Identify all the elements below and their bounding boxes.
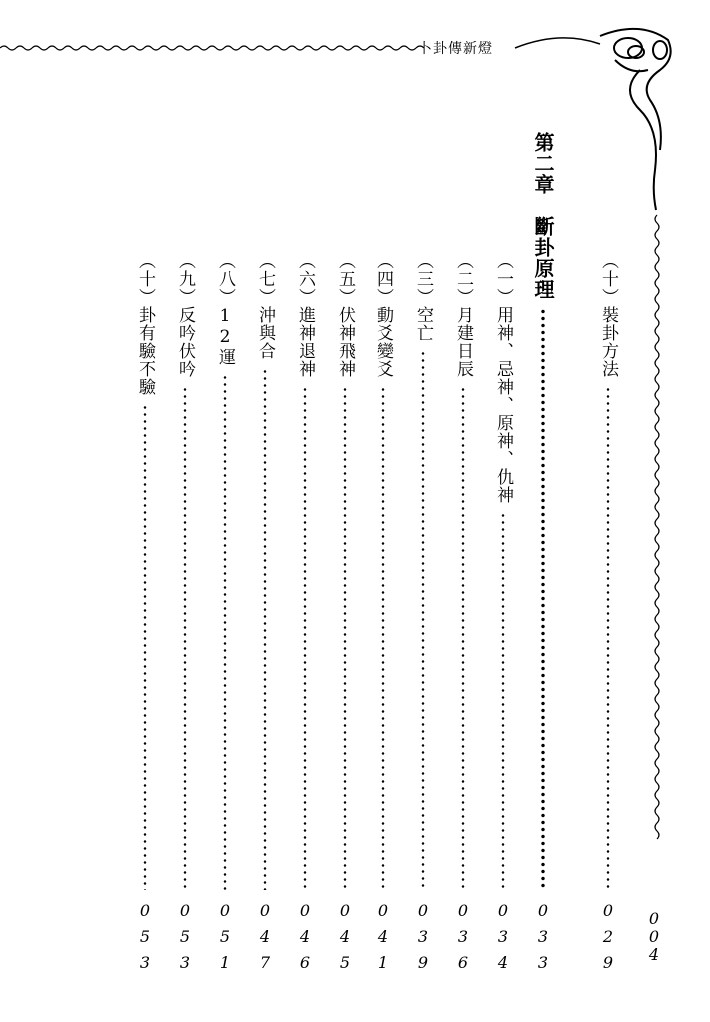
toc-entry-label: （五）伏神飛神 bbox=[335, 252, 355, 378]
header-line-right bbox=[515, 38, 600, 48]
toc-leader-dots bbox=[343, 386, 347, 890]
toc-leader-dots bbox=[303, 386, 307, 890]
toc-leader-dots bbox=[223, 374, 227, 890]
right-wavy-border bbox=[655, 215, 659, 839]
book-title: 卜卦傳新燈 bbox=[418, 41, 493, 57]
toc-entry-label: （六）進神退神 bbox=[295, 252, 315, 378]
toc-page-number: 0 2 9 bbox=[602, 901, 614, 972]
toc-page-number: 0 3 3 bbox=[537, 901, 549, 972]
toc-page-number: 0 4 7 bbox=[259, 901, 271, 972]
toc-page-number: 0 3 6 bbox=[457, 901, 469, 972]
toc-leader-dots bbox=[183, 386, 187, 890]
toc-page-number: 0 5 3 bbox=[139, 901, 151, 972]
toc-leader-dots bbox=[143, 404, 147, 890]
toc-page-number: 0 5 1 bbox=[219, 901, 231, 972]
toc-page-number: 0 5 3 bbox=[179, 901, 191, 972]
toc-leader-dots bbox=[421, 350, 425, 890]
toc-entry-label: 第二章 斷卦原理 bbox=[531, 132, 555, 300]
toc-leader-dots bbox=[381, 386, 385, 890]
page-number: 0 0 4 bbox=[648, 909, 660, 964]
toc-entry-label: （九）反吟伏吟 bbox=[175, 252, 195, 378]
toc-leader-dots bbox=[541, 308, 545, 890]
toc-leader-dots bbox=[501, 512, 505, 890]
toc-entry-label: （七）沖與合 bbox=[255, 252, 275, 360]
toc-entry-label: （八）12運 bbox=[215, 252, 235, 366]
toc-leader-dots bbox=[263, 368, 267, 890]
toc-entry-label: （一）用神、忌神、原神、仇神 bbox=[493, 252, 513, 504]
toc-leader-dots bbox=[606, 386, 610, 890]
toc-page-number: 0 3 4 bbox=[497, 901, 509, 972]
corner-flourish-icon bbox=[600, 29, 671, 210]
header-wavy-line bbox=[0, 46, 424, 50]
toc-entry-label: （四）動爻變爻 bbox=[373, 252, 393, 378]
toc-page-number: 0 3 9 bbox=[417, 901, 429, 972]
toc-entry-label: （二）月建日辰 bbox=[453, 252, 473, 378]
toc-page-number: 0 4 6 bbox=[299, 901, 311, 972]
toc-entry-label: （十）裝卦方法 bbox=[598, 252, 618, 378]
toc-page-number: 0 4 1 bbox=[377, 901, 389, 972]
toc-leader-dots bbox=[461, 386, 465, 890]
toc-entry-label: （十）卦有驗不驗 bbox=[135, 252, 155, 396]
toc-page-number: 0 4 5 bbox=[339, 901, 351, 972]
toc-entry-label: （三）空亡 bbox=[413, 252, 433, 342]
